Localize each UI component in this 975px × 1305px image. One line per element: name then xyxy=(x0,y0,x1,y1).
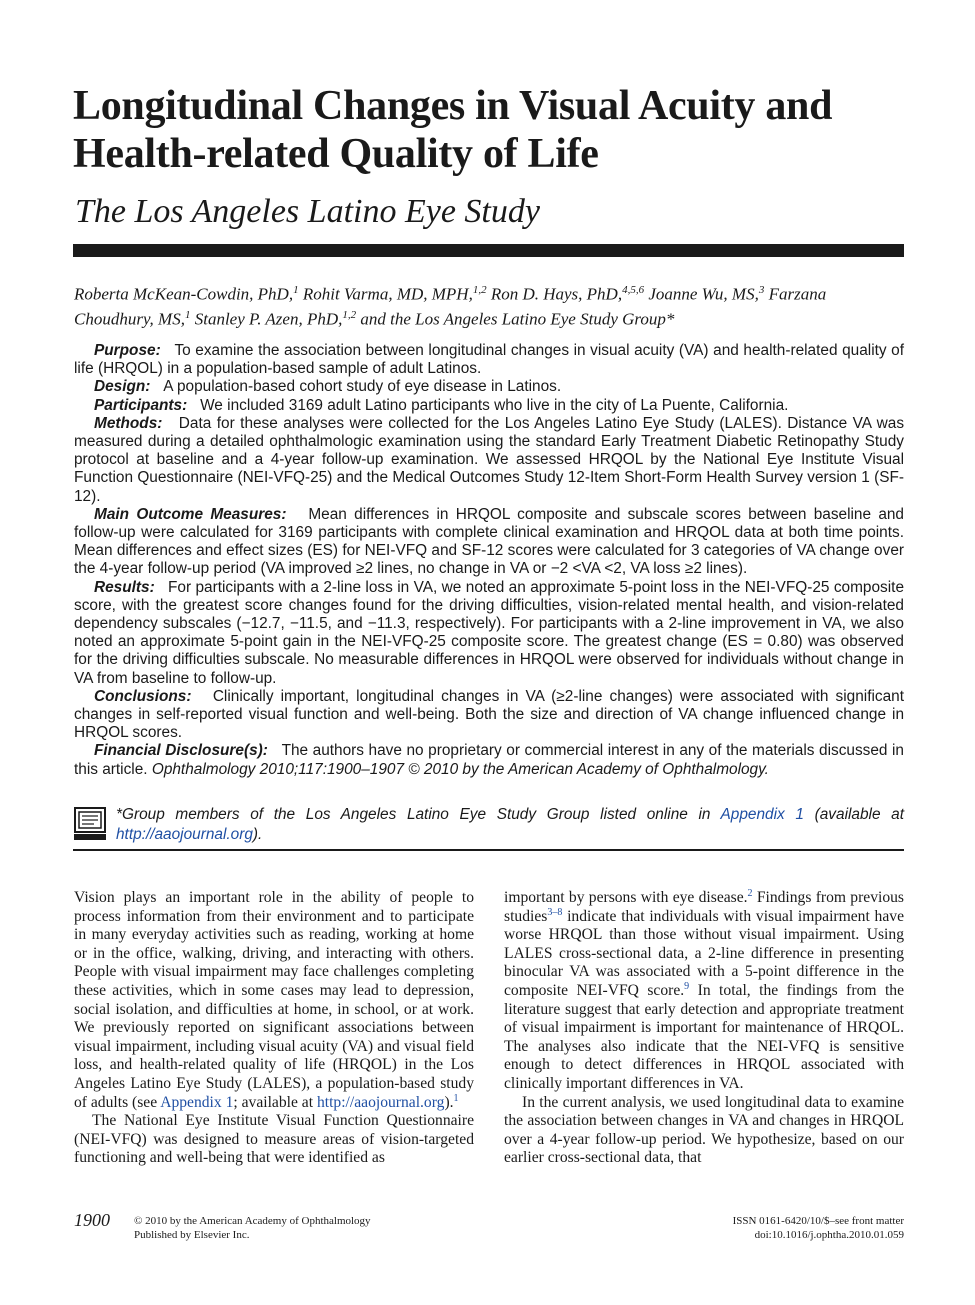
group-note xyxy=(74,805,904,847)
body-text: ). xyxy=(444,1093,454,1111)
abstract-participants xyxy=(74,397,904,415)
copyright-text: © 2010 by the American Academy of Ophthalmology xyxy=(134,1215,371,1227)
abstract-outcome xyxy=(74,506,904,579)
author-name: Stanley P. Azen, PhD, xyxy=(194,309,343,329)
reference-link[interactable]: 9 xyxy=(684,980,690,992)
abstract-rule xyxy=(73,849,904,851)
author-affiliation: 4,5,6 xyxy=(622,284,645,296)
abstract-disclosure xyxy=(74,742,904,778)
body-text: indicate that individuals with visual impairment have worse HRQOL than those without visual impairment. Using LALES cross-sectional data, a 2-line difference in presenting binocular VA was associated with a 5-point difference in the composite NEI-VFQ score. xyxy=(504,907,904,999)
page-number: 1900 xyxy=(74,1210,110,1230)
section-label: Methods: xyxy=(94,414,163,432)
author-affiliation: 1 xyxy=(293,284,299,296)
author-name: Farzana Choudhury, MS, xyxy=(74,284,827,329)
section-text: We included 3169 adult Latino participants who live in the city of La Puente, California. xyxy=(200,396,789,414)
appendix-link[interactable]: Appendix 1 xyxy=(160,1093,234,1111)
footer-right xyxy=(640,1214,904,1242)
publisher-text: Published by Elsevier Inc. xyxy=(134,1229,250,1241)
section-label: Participants: xyxy=(94,396,188,414)
section-label: Design: xyxy=(94,378,151,396)
author-list xyxy=(74,280,904,329)
body-text: Findings from previous studies xyxy=(504,889,904,925)
section-text: Clinically important, longitudinal changes in VA (≥2-line changes) were associated with significant changes in self-reported visual function and well-being. Both the size and direction of VA change influenced change in HRQOL scores. xyxy=(74,687,904,742)
abstract-conclusions xyxy=(74,688,904,743)
abstract xyxy=(74,342,904,779)
authors-group: and the Los Angeles Latino Eye Study Group* xyxy=(360,309,675,329)
section-label: Financial Disclosure(s): xyxy=(94,742,268,760)
section-label: Purpose: xyxy=(94,342,161,359)
section-text: A population-based cohort study of eye disease in Latinos. xyxy=(163,378,562,396)
reference-link[interactable]: 1 xyxy=(453,1092,459,1104)
note-text: (available at xyxy=(814,806,904,823)
note-text: ). xyxy=(252,826,263,843)
journal-url-link[interactable]: http://aaojournal.org xyxy=(316,1093,445,1111)
title-rule xyxy=(73,244,904,257)
section-label: Main Outcome Measures: xyxy=(94,505,287,523)
abstract-methods xyxy=(74,415,904,506)
author-affiliation: 1,2 xyxy=(342,308,357,321)
body-paragraph: In the current analysis, we used longitudinal data to examine the association between changes in VA and changes in HRQOL over a 4-year follow-up period. We hypothesize, based on our earlier cross-sectional data, that xyxy=(504,1093,904,1167)
body-text: ; available at xyxy=(233,1093,314,1111)
footer-left xyxy=(134,1214,371,1242)
group-note-text xyxy=(116,805,904,845)
author-affiliation: 1,2 xyxy=(472,284,487,296)
author-name: Joanne Wu, MS, xyxy=(648,284,759,304)
appendix-link[interactable]: Appendix 1 xyxy=(720,806,804,823)
body-text: In total, the findings from the literature suggest that early detection and appropriate treatment of visual impairment is important for maintenance of HRQOL. The analyses also indicate that the NEI-VFQ is sensitive enough to detect differences in HRQOL associated with clinically important differences in VA. xyxy=(504,981,904,1092)
body-text: important by persons with eye disease. xyxy=(504,889,748,906)
section-text: The authors have no proprietary or commercial interest in any of the materials discussed in this article. xyxy=(74,742,904,778)
author-affiliation: 1 xyxy=(184,308,191,321)
citation: Ophthalmology 2010;117:1900–1907 © 2010 by the American Academy of Ophthalmology. xyxy=(151,760,769,778)
section-text: For participants with a 2-line loss in VA, we noted an approximate 5-point loss in the NEI-VFQ-25 composite score, with the greatest score changes found for the driving difficulties, vision-related mental health, and vision-related dependency subscales (−12.7, −11.5, and −11.3, respectively). For participants with a 2-line improvement in VA, we also noted an approximate 5-point gain in the NEI-VFQ-25 composite score. The greatest change (ES = 0.80) was observed for the driving difficulties subscale. No measurable differences in HRQOL were observed for individuals without change in VA from baseline to follow-up. xyxy=(74,578,904,687)
body-paragraph xyxy=(504,889,904,1094)
computer-icon xyxy=(74,807,106,841)
abstract-design xyxy=(74,378,904,396)
journal-url-link[interactable]: http://aaojournal.org xyxy=(116,826,253,843)
body-paragraph: The National Eye Institute Visual Function Questionnaire (NEI-VFQ) was designed to measure areas of vision-targeted functioning and well-being that were identified as xyxy=(74,1112,474,1167)
section-text: To examine the association between longitudinal changes in visual acuity (VA) and health-related quality of life (HRQOL) in a population-based sample of adult Latinos. xyxy=(74,342,905,378)
author-name: Rohit Varma, MD, MPH, xyxy=(302,284,473,304)
note-text: *Group members of the Los Angeles Latino Eye Study Group listed online in xyxy=(116,806,711,823)
article-subtitle: The Los Angeles Latino Eye Study xyxy=(75,193,540,230)
section-text: Mean differences in HRQOL composite and subscale scores between baseline and follow-up were calculated for 3169 participants with complete clinical examination and HRQOL data at both time points. Mean differences and effect sizes (ES) for NEI-VFQ and SF-12 scores were calculated for 3 categories of VA change over the 4-year follow-up period (VA improved ≥2 lines, no change in VA or −2 <VA <2, VA loss ≥2 lines). xyxy=(74,505,904,578)
body-column-left xyxy=(74,889,474,1168)
body-paragraph xyxy=(74,889,474,1112)
abstract-purpose xyxy=(74,342,904,378)
abstract-results xyxy=(74,579,904,688)
article-title: Longitudinal Changes in Visual Acuity and Health-related Quality of Life xyxy=(73,83,833,177)
section-label: Conclusions: xyxy=(94,687,192,705)
author-name: Roberta McKean-Cowdin, PhD, xyxy=(74,284,294,304)
doi-text: doi:10.1016/j.ophtha.2010.01.059 xyxy=(754,1229,904,1241)
author-affiliation: 3 xyxy=(758,284,765,296)
reference-link[interactable]: 3–8 xyxy=(547,906,563,918)
body-column-right xyxy=(504,889,904,1168)
section-text: Data for these analyses were collected for the Los Angeles Latino Eye Study (LALES). Distance VA was measured during a detailed ophthalmologic examination using the standard Early Treatment Diabetic Retinopathy Study protocol at baseline and a 4-year follow-up examination. We assessed HRQOL by the National Eye Institute Visual Function Questionnaire (NEI-VFQ-25) and the Medical Outcomes Study 12-Item Short-Form Health Survey version 1 (SF-12). xyxy=(74,414,905,505)
reference-link[interactable]: 2 xyxy=(747,887,753,899)
issn-text: ISSN 0161-6420/10/$–see front matter xyxy=(732,1215,904,1227)
author-name: Ron D. Hays, PhD, xyxy=(490,284,623,304)
body-text: Vision plays an important role in the ability of people to process information from their environment and to participate in many everyday activities such as reading, working at home or in the office, walking, driving, and interacting with others. People with visual impairment may face challenges completing these activities, which in some cases may lead to depression, social isolation, and difficulties at home, in school, or at work. We previously reported on significant associations between visual impairment, including visual acuity (VA) and visual field loss, and health-related quality of life (HRQOL) in the Los Angeles Latino Eye Study (LALES), a population-based study of adults (see xyxy=(74,889,474,1111)
section-label: Results: xyxy=(94,578,155,596)
